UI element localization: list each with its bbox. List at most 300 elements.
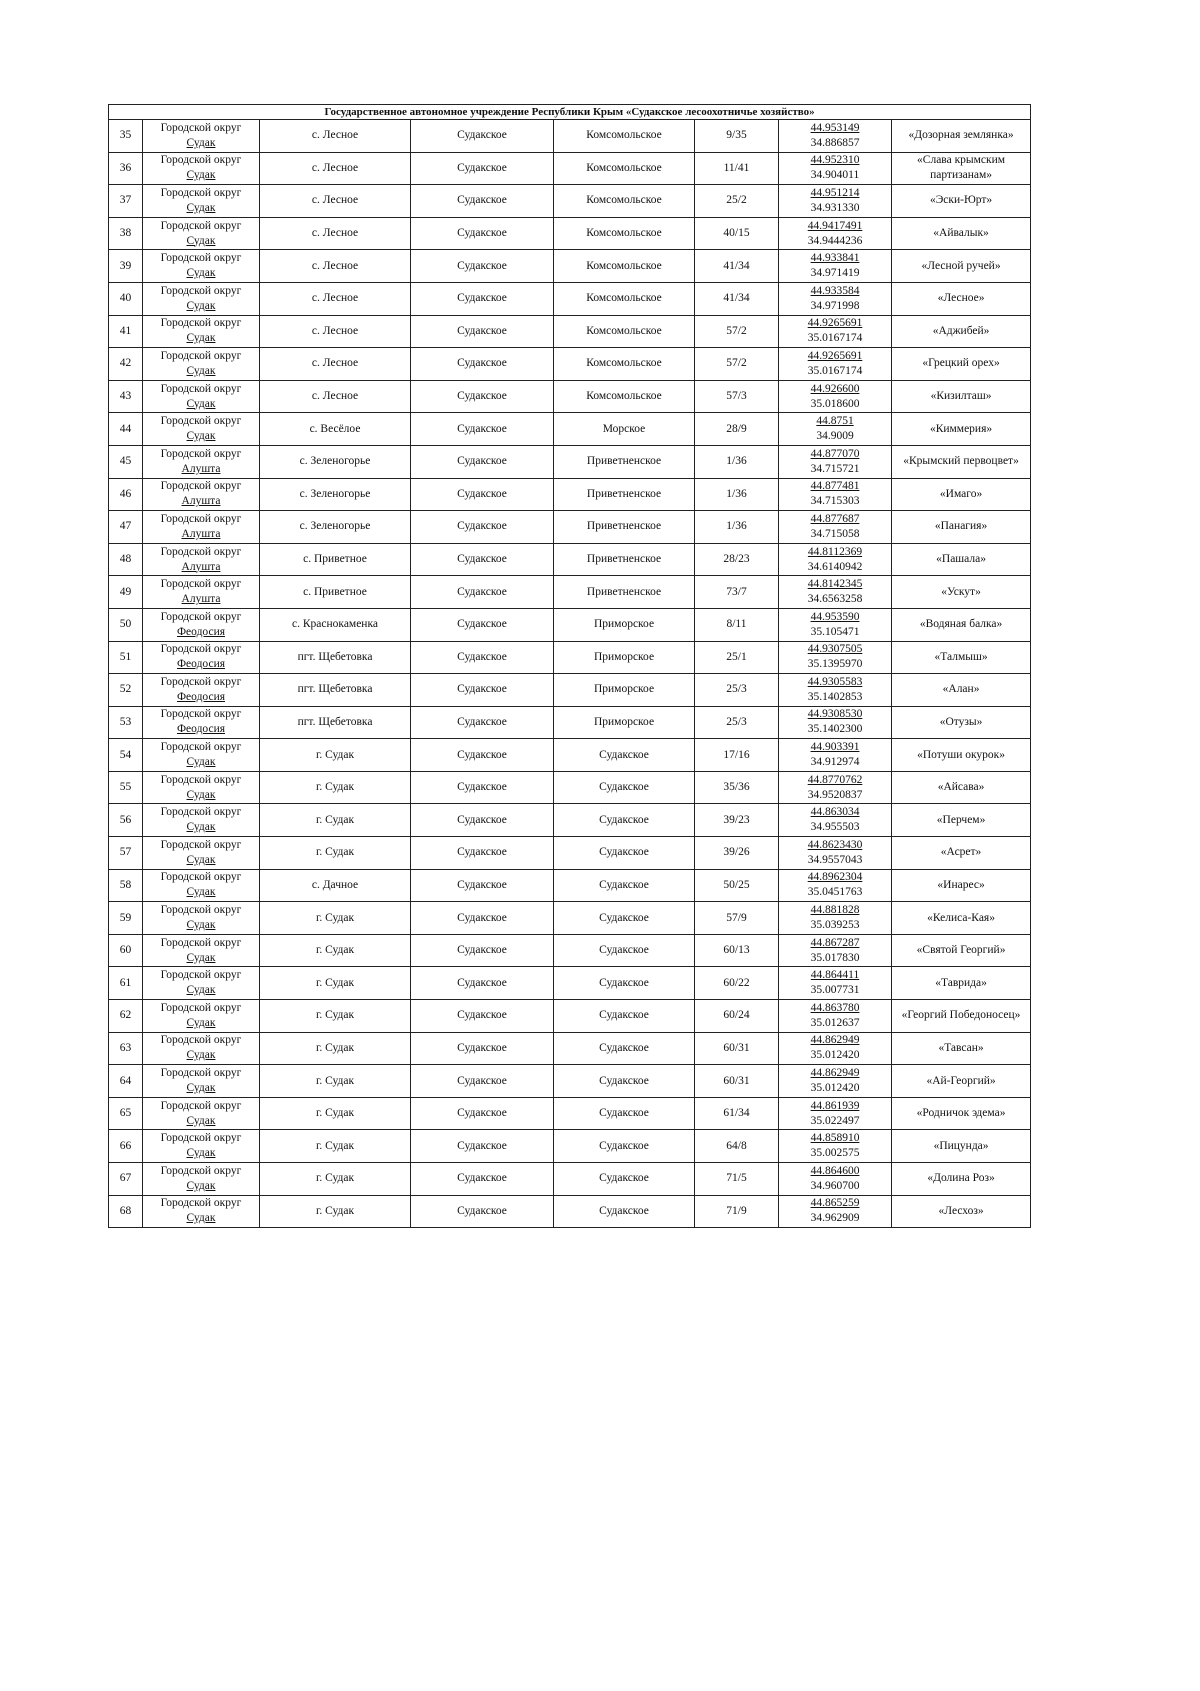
municipality-name: Судак: [186, 886, 216, 899]
forestry-cell: Судакское: [411, 511, 554, 544]
quarter-cell: 39/26: [695, 837, 779, 870]
latitude: 44.862949: [810, 1067, 860, 1080]
coordinates-cell: [779, 152, 892, 185]
latitude: 44.863780: [810, 1001, 860, 1014]
table-row: [109, 869, 1031, 902]
municipality-type: Городской округ: [160, 415, 242, 428]
table-row: [109, 934, 1031, 967]
longitude: 35.1402300: [807, 723, 863, 736]
row-number: 41: [109, 315, 143, 348]
latitude: 44.877481: [810, 480, 860, 493]
site-name-cell: «Эски-Юрт»: [892, 185, 1031, 218]
settlement-cell: с. Зеленогорье: [260, 511, 411, 544]
municipality-type: Городской округ: [160, 382, 242, 395]
longitude: 35.039253: [810, 919, 860, 932]
municipality-name: Судак: [186, 332, 216, 345]
longitude: 34.931330: [810, 201, 860, 214]
quarter-cell: 1/36: [695, 511, 779, 544]
municipality-type: Городской округ: [160, 838, 242, 851]
district-cell: Судакское: [554, 1065, 695, 1098]
latitude: 44.9265691: [807, 317, 863, 330]
municipality-cell: [143, 1130, 260, 1163]
quarter-cell: 25/2: [695, 185, 779, 218]
longitude: 35.0167174: [807, 332, 863, 345]
latitude: 44.8751: [816, 415, 854, 428]
site-name-cell: «Пашала»: [892, 543, 1031, 576]
coordinates-cell: [779, 641, 892, 674]
longitude: 35.018600: [810, 397, 860, 410]
row-number: 68: [109, 1195, 143, 1228]
municipality-name: Судак: [186, 234, 216, 247]
district-cell: Комсомольское: [554, 152, 695, 185]
municipality-name: Судак: [186, 919, 216, 932]
municipality-cell: [143, 869, 260, 902]
row-number: 67: [109, 1163, 143, 1196]
longitude: 35.002575: [810, 1147, 860, 1160]
district-cell: Приморское: [554, 608, 695, 641]
district-cell: Судакское: [554, 837, 695, 870]
forestry-cell: Судакское: [411, 902, 554, 935]
forestry-cell: Судакское: [411, 413, 554, 446]
site-name-cell: «Отузы»: [892, 706, 1031, 739]
municipality-cell: [143, 1065, 260, 1098]
district-cell: Судакское: [554, 967, 695, 1000]
forestry-cell: Судакское: [411, 380, 554, 413]
forestry-cell: Судакское: [411, 1195, 554, 1228]
forestry-cell: Судакское: [411, 348, 554, 381]
settlement-cell: г. Судак: [260, 1163, 411, 1196]
settlement-cell: с. Приветное: [260, 543, 411, 576]
latitude: 44.9305583: [807, 675, 863, 688]
row-number: 47: [109, 511, 143, 544]
municipality-cell: [143, 250, 260, 283]
municipality-type: Городской округ: [160, 1034, 242, 1047]
longitude: 34.9520837: [807, 788, 863, 801]
municipality-name: Алушта: [181, 495, 221, 508]
municipality-type: Городской округ: [160, 512, 242, 525]
table-row: [109, 837, 1031, 870]
district-cell: Судакское: [554, 804, 695, 837]
municipality-cell: [143, 185, 260, 218]
longitude: 34.912974: [810, 756, 860, 769]
municipality-cell: [143, 674, 260, 707]
site-name-cell: «Алан»: [892, 674, 1031, 707]
municipality-type: Городской округ: [160, 871, 242, 884]
latitude: 44.864411: [810, 969, 860, 982]
table-row: [109, 478, 1031, 511]
site-name-cell: «Долина Роз»: [892, 1163, 1031, 1196]
site-name-cell: «Водяная балка»: [892, 608, 1031, 641]
settlement-cell: с. Лесное: [260, 217, 411, 250]
municipality-name: Судак: [186, 1016, 216, 1029]
row-number: 52: [109, 674, 143, 707]
table-row: [109, 1032, 1031, 1065]
quarter-cell: 28/9: [695, 413, 779, 446]
forestry-cell: Судакское: [411, 543, 554, 576]
settlement-cell: г. Судак: [260, 804, 411, 837]
municipality-name: Судак: [186, 299, 216, 312]
table-row: [109, 315, 1031, 348]
table-row: [109, 1130, 1031, 1163]
site-name-cell: «Потуши окурок»: [892, 739, 1031, 772]
row-number: 38: [109, 217, 143, 250]
municipality-name: Судак: [186, 788, 216, 801]
municipality-type: Городской округ: [160, 1164, 242, 1177]
municipality-name: Судак: [186, 397, 216, 410]
row-number: 54: [109, 739, 143, 772]
municipality-type: Городской округ: [160, 773, 242, 786]
district-cell: Комсомольское: [554, 185, 695, 218]
row-number: 64: [109, 1065, 143, 1098]
latitude: 44.862949: [810, 1034, 860, 1047]
latitude: 44.865259: [810, 1197, 860, 1210]
latitude: 44.8962304: [807, 871, 863, 884]
municipality-type: Городской округ: [160, 1197, 242, 1210]
quarter-cell: 57/2: [695, 315, 779, 348]
coordinates-cell: [779, 250, 892, 283]
table-row: [109, 771, 1031, 804]
latitude: 44.951214: [810, 186, 860, 199]
settlement-cell: г. Судак: [260, 837, 411, 870]
quarter-cell: 1/36: [695, 445, 779, 478]
district-cell: Комсомольское: [554, 348, 695, 381]
quarter-cell: 57/3: [695, 380, 779, 413]
site-name-cell: «Талмыш»: [892, 641, 1031, 674]
longitude: 35.0167174: [807, 364, 863, 377]
forestry-cell: Судакское: [411, 185, 554, 218]
municipality-cell: [143, 771, 260, 804]
site-name-cell: «Кизилташ»: [892, 380, 1031, 413]
municipality-cell: [143, 152, 260, 185]
site-name-cell: «Лесной ручей»: [892, 250, 1031, 283]
latitude: 44.861939: [810, 1099, 860, 1112]
table-row: [109, 1195, 1031, 1228]
municipality-cell: [143, 413, 260, 446]
coordinates-cell: [779, 185, 892, 218]
municipality-cell: [143, 380, 260, 413]
table-row: [109, 1000, 1031, 1033]
table-row: [109, 152, 1031, 185]
row-number: 40: [109, 282, 143, 315]
municipality-name: Судак: [186, 430, 216, 443]
settlement-cell: с. Зеленогорье: [260, 478, 411, 511]
settlement-cell: с. Дачное: [260, 869, 411, 902]
district-cell: Судакское: [554, 934, 695, 967]
municipality-name: Алушта: [181, 462, 221, 475]
longitude: 34.960700: [810, 1179, 860, 1192]
latitude: 44.877070: [810, 447, 860, 460]
table-row: [109, 739, 1031, 772]
municipality-type: Городской округ: [160, 1001, 242, 1014]
table-row: [109, 413, 1031, 446]
longitude: 34.955503: [810, 821, 860, 834]
municipality-type: Городской округ: [160, 284, 242, 297]
settlement-cell: г. Судак: [260, 1130, 411, 1163]
municipality-name: Алушта: [181, 527, 221, 540]
coordinates-cell: [779, 576, 892, 609]
forestry-cell: Судакское: [411, 837, 554, 870]
site-name-cell: «Пицунда»: [892, 1130, 1031, 1163]
coordinates-cell: [779, 804, 892, 837]
municipality-name: Судак: [186, 1049, 216, 1062]
settlement-cell: с. Лесное: [260, 250, 411, 283]
municipality-name: Судак: [186, 267, 216, 280]
longitude: 34.962909: [810, 1212, 860, 1225]
municipality-name: Феодосия: [176, 690, 226, 703]
municipality-cell: [143, 804, 260, 837]
municipality-name: Судак: [186, 951, 216, 964]
municipality-cell: [143, 511, 260, 544]
quarter-cell: 60/13: [695, 934, 779, 967]
coordinates-cell: [779, 771, 892, 804]
quarter-cell: 25/1: [695, 641, 779, 674]
coordinates-cell: [779, 1163, 892, 1196]
forestry-cell: Судакское: [411, 967, 554, 1000]
district-cell: Приветненское: [554, 576, 695, 609]
longitude: 35.012637: [810, 1016, 860, 1029]
coordinates-cell: [779, 543, 892, 576]
forestry-cell: Судакское: [411, 478, 554, 511]
district-cell: Приветненское: [554, 511, 695, 544]
settlement-cell: с. Лесное: [260, 315, 411, 348]
forestry-cell: Судакское: [411, 217, 554, 250]
settlement-cell: с. Лесное: [260, 185, 411, 218]
latitude: 44.858910: [810, 1132, 860, 1145]
row-number: 45: [109, 445, 143, 478]
coordinates-cell: [779, 511, 892, 544]
municipality-type: Городской округ: [160, 610, 242, 623]
latitude: 44.933841: [810, 252, 860, 265]
district-cell: Приветненское: [554, 543, 695, 576]
table-row: [109, 282, 1031, 315]
quarter-cell: 60/24: [695, 1000, 779, 1033]
municipality-cell: [143, 837, 260, 870]
forestry-cell: Судакское: [411, 152, 554, 185]
municipality-cell: [143, 1032, 260, 1065]
municipality-cell: [143, 576, 260, 609]
quarter-cell: 61/34: [695, 1097, 779, 1130]
municipality-cell: [143, 543, 260, 576]
table-body: [109, 120, 1031, 1228]
municipality-cell: [143, 1097, 260, 1130]
row-number: 39: [109, 250, 143, 283]
quarter-cell: 1/36: [695, 478, 779, 511]
municipality-cell: [143, 608, 260, 641]
forestry-cell: Судакское: [411, 315, 554, 348]
coordinates-cell: [779, 1000, 892, 1033]
municipality-type: Городской округ: [160, 643, 242, 656]
municipality-cell: [143, 282, 260, 315]
quarter-cell: 71/9: [695, 1195, 779, 1228]
table-row: [109, 250, 1031, 283]
quarter-cell: 17/16: [695, 739, 779, 772]
coordinates-cell: [779, 413, 892, 446]
quarter-cell: 57/2: [695, 348, 779, 381]
coordinates-cell: [779, 1097, 892, 1130]
forestry-cell: Судакское: [411, 120, 554, 153]
longitude: 35.0451763: [807, 886, 863, 899]
table-row: [109, 348, 1031, 381]
coordinates-cell: [779, 967, 892, 1000]
municipality-type: Городской округ: [160, 480, 242, 493]
forestry-cell: Судакское: [411, 282, 554, 315]
row-number: 37: [109, 185, 143, 218]
longitude: 35.105471: [810, 625, 860, 638]
municipality-name: Судак: [186, 169, 216, 182]
site-name-cell: «Аджибей»: [892, 315, 1031, 348]
site-name-cell: «Таврида»: [892, 967, 1031, 1000]
settlement-cell: г. Судак: [260, 1065, 411, 1098]
municipality-name: Судак: [186, 853, 216, 866]
settlement-cell: г. Судак: [260, 1000, 411, 1033]
latitude: 44.864600: [810, 1164, 860, 1177]
longitude: 34.715303: [810, 495, 860, 508]
table-row: [109, 804, 1031, 837]
table-row: [109, 543, 1031, 576]
coordinates-cell: [779, 478, 892, 511]
site-name-cell: «Имаго»: [892, 478, 1031, 511]
municipality-type: Городской округ: [160, 936, 242, 949]
longitude: 34.6140942: [807, 560, 863, 573]
site-name-cell: «Крымский первоцвет»: [892, 445, 1031, 478]
quarter-cell: 73/7: [695, 576, 779, 609]
row-number: 35: [109, 120, 143, 153]
municipality-type: Городской округ: [160, 317, 242, 330]
quarter-cell: 28/23: [695, 543, 779, 576]
municipality-cell: [143, 217, 260, 250]
latitude: 44.9308530: [807, 708, 863, 721]
row-number: 56: [109, 804, 143, 837]
row-number: 57: [109, 837, 143, 870]
site-name-cell: «Грецкий орех»: [892, 348, 1031, 381]
district-cell: Судакское: [554, 902, 695, 935]
latitude: 44.903391: [810, 741, 860, 754]
district-cell: Комсомольское: [554, 380, 695, 413]
district-cell: Приморское: [554, 674, 695, 707]
settlement-cell: г. Судак: [260, 1097, 411, 1130]
settlement-cell: с. Краснокаменка: [260, 608, 411, 641]
forestry-cell: Судакское: [411, 869, 554, 902]
settlement-cell: г. Судак: [260, 967, 411, 1000]
municipality-type: Городской округ: [160, 741, 242, 754]
municipality-cell: [143, 120, 260, 153]
recreation-sites-table: [108, 104, 1031, 1228]
municipality-type: Городской округ: [160, 969, 242, 982]
row-number: 50: [109, 608, 143, 641]
settlement-cell: с. Лесное: [260, 120, 411, 153]
longitude: 34.904011: [810, 169, 860, 182]
latitude: 44.877687: [810, 512, 860, 525]
longitude: 34.971419: [810, 267, 860, 280]
row-number: 55: [109, 771, 143, 804]
quarter-cell: 11/41: [695, 152, 779, 185]
latitude: 44.881828: [810, 904, 860, 917]
longitude: 35.007731: [810, 984, 860, 997]
longitude: 34.715721: [810, 462, 860, 475]
forestry-cell: Судакское: [411, 641, 554, 674]
latitude: 44.953149: [810, 121, 860, 134]
settlement-cell: г. Судак: [260, 1032, 411, 1065]
site-name-cell: «Ай-Георгий»: [892, 1065, 1031, 1098]
quarter-cell: 41/34: [695, 250, 779, 283]
row-number: 65: [109, 1097, 143, 1130]
longitude: 34.971998: [810, 299, 860, 312]
municipality-type: Городской округ: [160, 904, 242, 917]
municipality-name: Феодосия: [176, 658, 226, 671]
quarter-cell: 35/36: [695, 771, 779, 804]
row-number: 46: [109, 478, 143, 511]
quarter-cell: 40/15: [695, 217, 779, 250]
quarter-cell: 9/35: [695, 120, 779, 153]
coordinates-cell: [779, 1195, 892, 1228]
latitude: 44.9265691: [807, 349, 863, 362]
quarter-cell: 39/23: [695, 804, 779, 837]
settlement-cell: с. Весёлое: [260, 413, 411, 446]
quarter-cell: 50/25: [695, 869, 779, 902]
municipality-type: Городской округ: [160, 1132, 242, 1145]
table-row: [109, 1097, 1031, 1130]
municipality-cell: [143, 902, 260, 935]
longitude: 34.9009: [816, 430, 854, 443]
coordinates-cell: [779, 348, 892, 381]
latitude: 44.8112369: [807, 545, 863, 558]
municipality-name: Судак: [186, 364, 216, 377]
forestry-cell: Судакское: [411, 771, 554, 804]
quarter-cell: 41/34: [695, 282, 779, 315]
district-cell: Судакское: [554, 739, 695, 772]
settlement-cell: с. Приветное: [260, 576, 411, 609]
municipality-cell: [143, 315, 260, 348]
coordinates-cell: [779, 315, 892, 348]
district-cell: Судакское: [554, 1000, 695, 1033]
municipality-type: Городской округ: [160, 1067, 242, 1080]
site-name-cell: «Айвалык»: [892, 217, 1031, 250]
site-name-cell: «Перчем»: [892, 804, 1031, 837]
site-name-cell: «Киммерия»: [892, 413, 1031, 446]
coordinates-cell: [779, 380, 892, 413]
municipality-type: Городской округ: [160, 186, 242, 199]
row-number: 66: [109, 1130, 143, 1163]
forestry-cell: Судакское: [411, 250, 554, 283]
coordinates-cell: [779, 706, 892, 739]
site-name-cell: «Асрет»: [892, 837, 1031, 870]
forestry-cell: Судакское: [411, 674, 554, 707]
table-row: [109, 120, 1031, 153]
latitude: 44.867287: [810, 936, 860, 949]
settlement-cell: г. Судак: [260, 902, 411, 935]
longitude: 35.022497: [810, 1114, 860, 1127]
coordinates-cell: [779, 1065, 892, 1098]
site-name-cell: «Родничок эдема»: [892, 1097, 1031, 1130]
municipality-name: Алушта: [181, 593, 221, 606]
forestry-cell: Судакское: [411, 706, 554, 739]
coordinates-cell: [779, 1130, 892, 1163]
row-number: 60: [109, 934, 143, 967]
district-cell: Приморское: [554, 706, 695, 739]
municipality-type: Городской округ: [160, 447, 242, 460]
site-name-cell: «Айсава»: [892, 771, 1031, 804]
settlement-cell: с. Лесное: [260, 348, 411, 381]
municipality-name: Судак: [186, 984, 216, 997]
latitude: 44.8142345: [807, 578, 863, 591]
row-number: 49: [109, 576, 143, 609]
settlement-cell: г. Судак: [260, 934, 411, 967]
municipality-name: Судак: [186, 1147, 216, 1160]
municipality-type: Городской округ: [160, 1099, 242, 1112]
longitude: 34.9444236: [807, 234, 863, 247]
coordinates-cell: [779, 902, 892, 935]
forestry-cell: Судакское: [411, 445, 554, 478]
